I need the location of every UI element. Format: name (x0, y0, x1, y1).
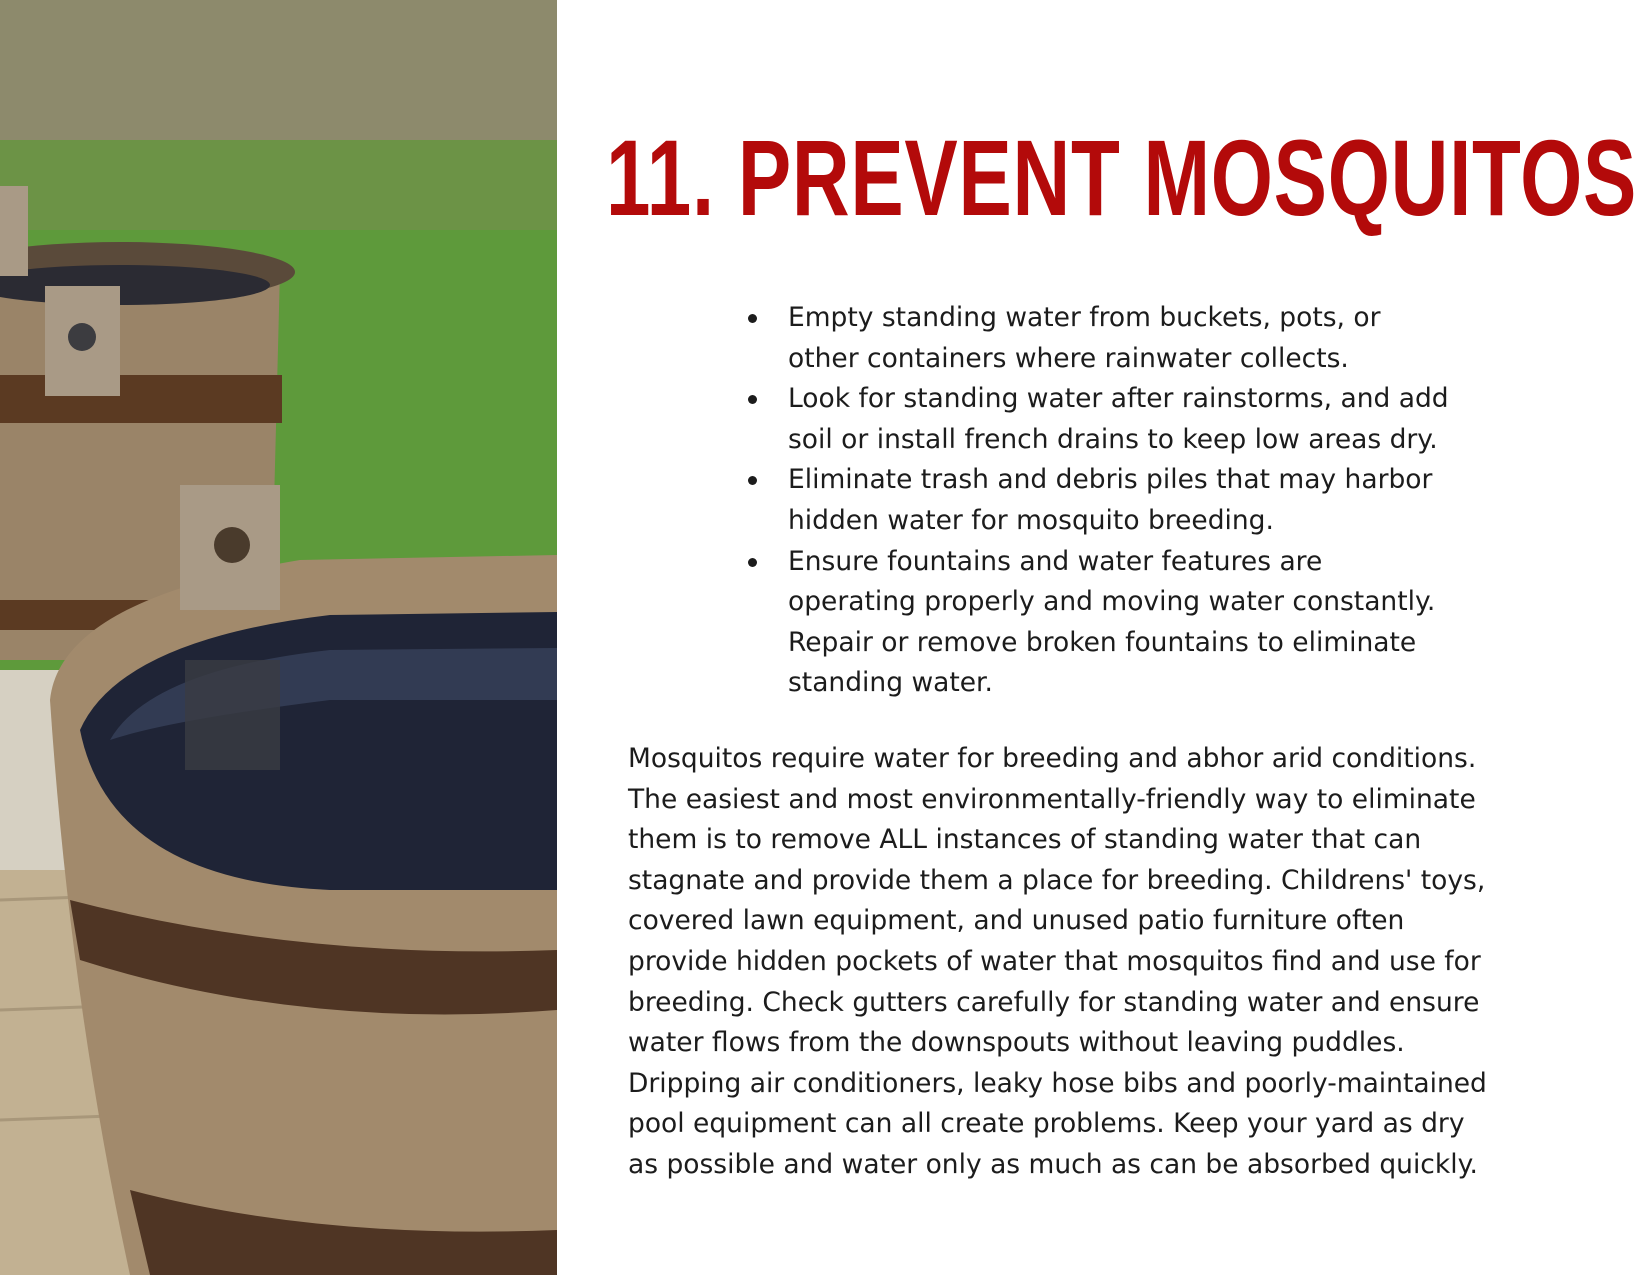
list-item-line: Look for standing water after rainstorms, and add (788, 383, 1449, 415)
paragraph-line: water flows from the downspouts without leaving puddles. (628, 1027, 1405, 1059)
list-item-line: operating properly and moving water constantly. (788, 586, 1436, 618)
list-item-line: Eliminate trash and debris piles that may harbor (788, 464, 1433, 496)
paragraph-line: them is to remove ALL instances of standing water that can (628, 824, 1422, 856)
list-item-line: soil or install french drains to keep low areas dry. (788, 423, 1438, 455)
list-item (748, 379, 1568, 460)
paragraph-line: pool equipment can all create problems. Keep your yard as dry (628, 1108, 1465, 1140)
paragraph-line: The easiest and most environmentally-friendly way to eliminate (628, 783, 1476, 815)
list-item-line: Repair or remove broken fountains to eliminate (788, 626, 1417, 658)
list-item (748, 298, 1568, 379)
list-item (748, 542, 1568, 704)
bullet-dot-icon (748, 395, 757, 404)
paragraph-line: stagnate and provide them a place for breeding. Childrens' toys, (628, 864, 1486, 896)
list-item (748, 460, 1568, 541)
list-item-line: Empty standing water from buckets, pots, or (788, 302, 1381, 333)
paragraph-line: as possible and water only as much as can be absorbed quickly. (628, 1148, 1478, 1180)
paragraph-line: breeding. Check gutters carefully for standing water and ensure (628, 986, 1480, 1018)
bullet-dot-icon (748, 314, 757, 323)
page-title: 11. PREVENT MOSQUITOS (606, 117, 1638, 238)
list-item-line: Ensure fountains and water features are (788, 545, 1323, 577)
body-paragraph (628, 739, 1628, 1186)
list-item-line: standing water. (788, 667, 993, 699)
paragraph-line: Mosquitos require water for breeding and abhor arid conditions. (628, 743, 1477, 774)
list-item-line: other containers where rainwater collects. (788, 342, 1349, 374)
tips-list (748, 298, 1568, 704)
barrels-photo (0, 0, 557, 1275)
paragraph-line: covered lawn equipment, and unused patio furniture often (628, 905, 1405, 937)
paragraph-line: Dripping air conditioners, leaky hose bibs and poorly-maintained (628, 1067, 1487, 1099)
bullet-dot-icon (748, 558, 757, 567)
list-item-line: hidden water for mosquito breeding. (788, 504, 1274, 536)
bullet-dot-icon (748, 476, 757, 485)
dry-grass (0, 0, 557, 140)
barrels-illustration (0, 0, 557, 1275)
paragraph-line: provide hidden pockets of water that mosquitos find and use for (628, 945, 1481, 977)
